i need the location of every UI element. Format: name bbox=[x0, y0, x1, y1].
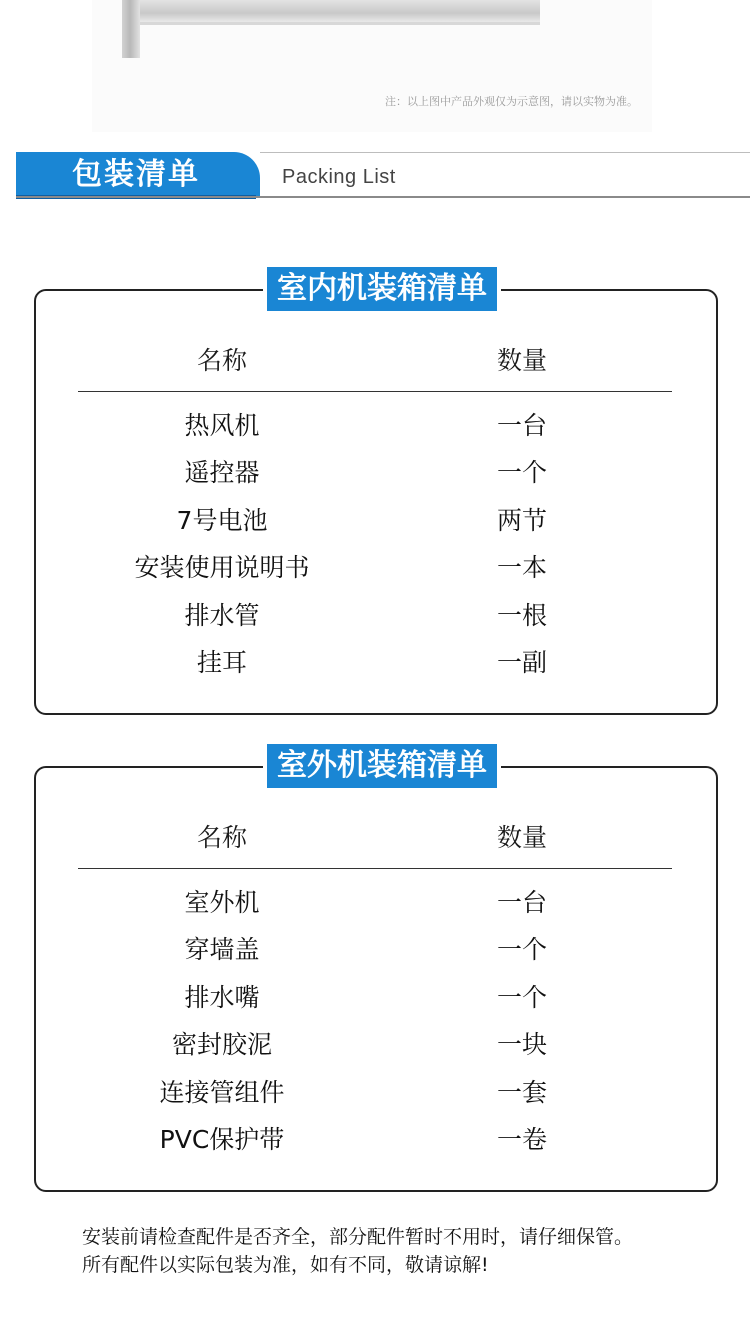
item-quantity: 一套 bbox=[496, 1077, 547, 1107]
indoor-header-name: 名称 bbox=[196, 346, 247, 375]
table-row bbox=[36, 599, 716, 646]
item-name: 安装使用说明书 bbox=[134, 553, 310, 583]
item-name: PVC保护带 bbox=[159, 1124, 285, 1154]
outdoor-header-divider bbox=[78, 868, 672, 869]
item-quantity: 一块 bbox=[496, 1030, 547, 1060]
image-disclaimer-note: 注：以上图中产品外观仅为示意图，请以实物为准。 bbox=[385, 95, 638, 108]
item-name: 连接管组件 bbox=[159, 1077, 285, 1107]
product-image-fragment bbox=[0, 0, 750, 135]
table-row bbox=[36, 933, 716, 980]
item-quantity: 一个 bbox=[496, 458, 547, 488]
table-row bbox=[36, 886, 716, 933]
item-quantity: 一台 bbox=[496, 888, 547, 917]
item-name: 热风机 bbox=[184, 411, 260, 440]
item-name: 7号电池 bbox=[176, 505, 268, 535]
item-name: 遥控器 bbox=[184, 458, 260, 488]
outdoor-packing-box bbox=[34, 748, 718, 1192]
item-name: 排水嘴 bbox=[184, 982, 260, 1012]
table-row bbox=[36, 409, 716, 456]
product-bracket-leg bbox=[122, 0, 140, 58]
table-row bbox=[36, 981, 716, 1028]
table-row bbox=[36, 646, 716, 693]
indoor-item-list bbox=[36, 409, 716, 693]
product-bracket-shadow bbox=[140, 22, 540, 25]
table-row bbox=[36, 1076, 716, 1123]
indoor-packing-box bbox=[34, 271, 718, 715]
item-quantity: 一卷 bbox=[496, 1124, 547, 1154]
section-header-underline bbox=[16, 196, 750, 198]
indoor-header-divider bbox=[78, 391, 672, 392]
item-quantity: 两节 bbox=[496, 505, 547, 535]
outdoor-header-qty: 数量 bbox=[496, 823, 547, 852]
indoor-header-qty: 数量 bbox=[496, 346, 547, 375]
item-name: 排水管 bbox=[184, 600, 260, 630]
item-name: 穿墙盖 bbox=[184, 935, 260, 965]
outdoor-header-name: 名称 bbox=[196, 823, 247, 852]
section-subtitle: Packing List bbox=[282, 166, 396, 188]
item-quantity: 一副 bbox=[496, 647, 547, 677]
footer-line-2: 所有配件以实际包装为准，如有不同，敬请谅解! bbox=[82, 1254, 489, 1276]
table-row bbox=[36, 456, 716, 503]
item-name: 挂耳 bbox=[196, 647, 247, 677]
indoor-box-title: 室内机装箱清单 bbox=[263, 267, 501, 311]
footer-notice bbox=[82, 1223, 722, 1279]
item-quantity: 一根 bbox=[496, 600, 547, 630]
product-bracket-bar bbox=[140, 0, 540, 22]
table-row bbox=[36, 1028, 716, 1075]
item-quantity: 一本 bbox=[496, 553, 547, 583]
item-quantity: 一个 bbox=[496, 982, 547, 1012]
table-row bbox=[36, 551, 716, 598]
footer-line-1: 安装前请检查配件是否齐全，部分配件暂时不用时，请仔细保管。 bbox=[82, 1226, 634, 1248]
table-row bbox=[36, 504, 716, 551]
item-quantity: 一台 bbox=[496, 411, 547, 440]
packing-list-header bbox=[16, 152, 750, 200]
item-name: 室外机 bbox=[184, 888, 260, 917]
outdoor-item-list bbox=[36, 886, 716, 1170]
item-quantity: 一个 bbox=[496, 935, 547, 965]
section-title: 包装清单 bbox=[72, 157, 200, 192]
outdoor-box-title: 室外机装箱清单 bbox=[263, 744, 501, 788]
table-row bbox=[36, 1123, 716, 1170]
item-name: 密封胶泥 bbox=[171, 1030, 272, 1060]
